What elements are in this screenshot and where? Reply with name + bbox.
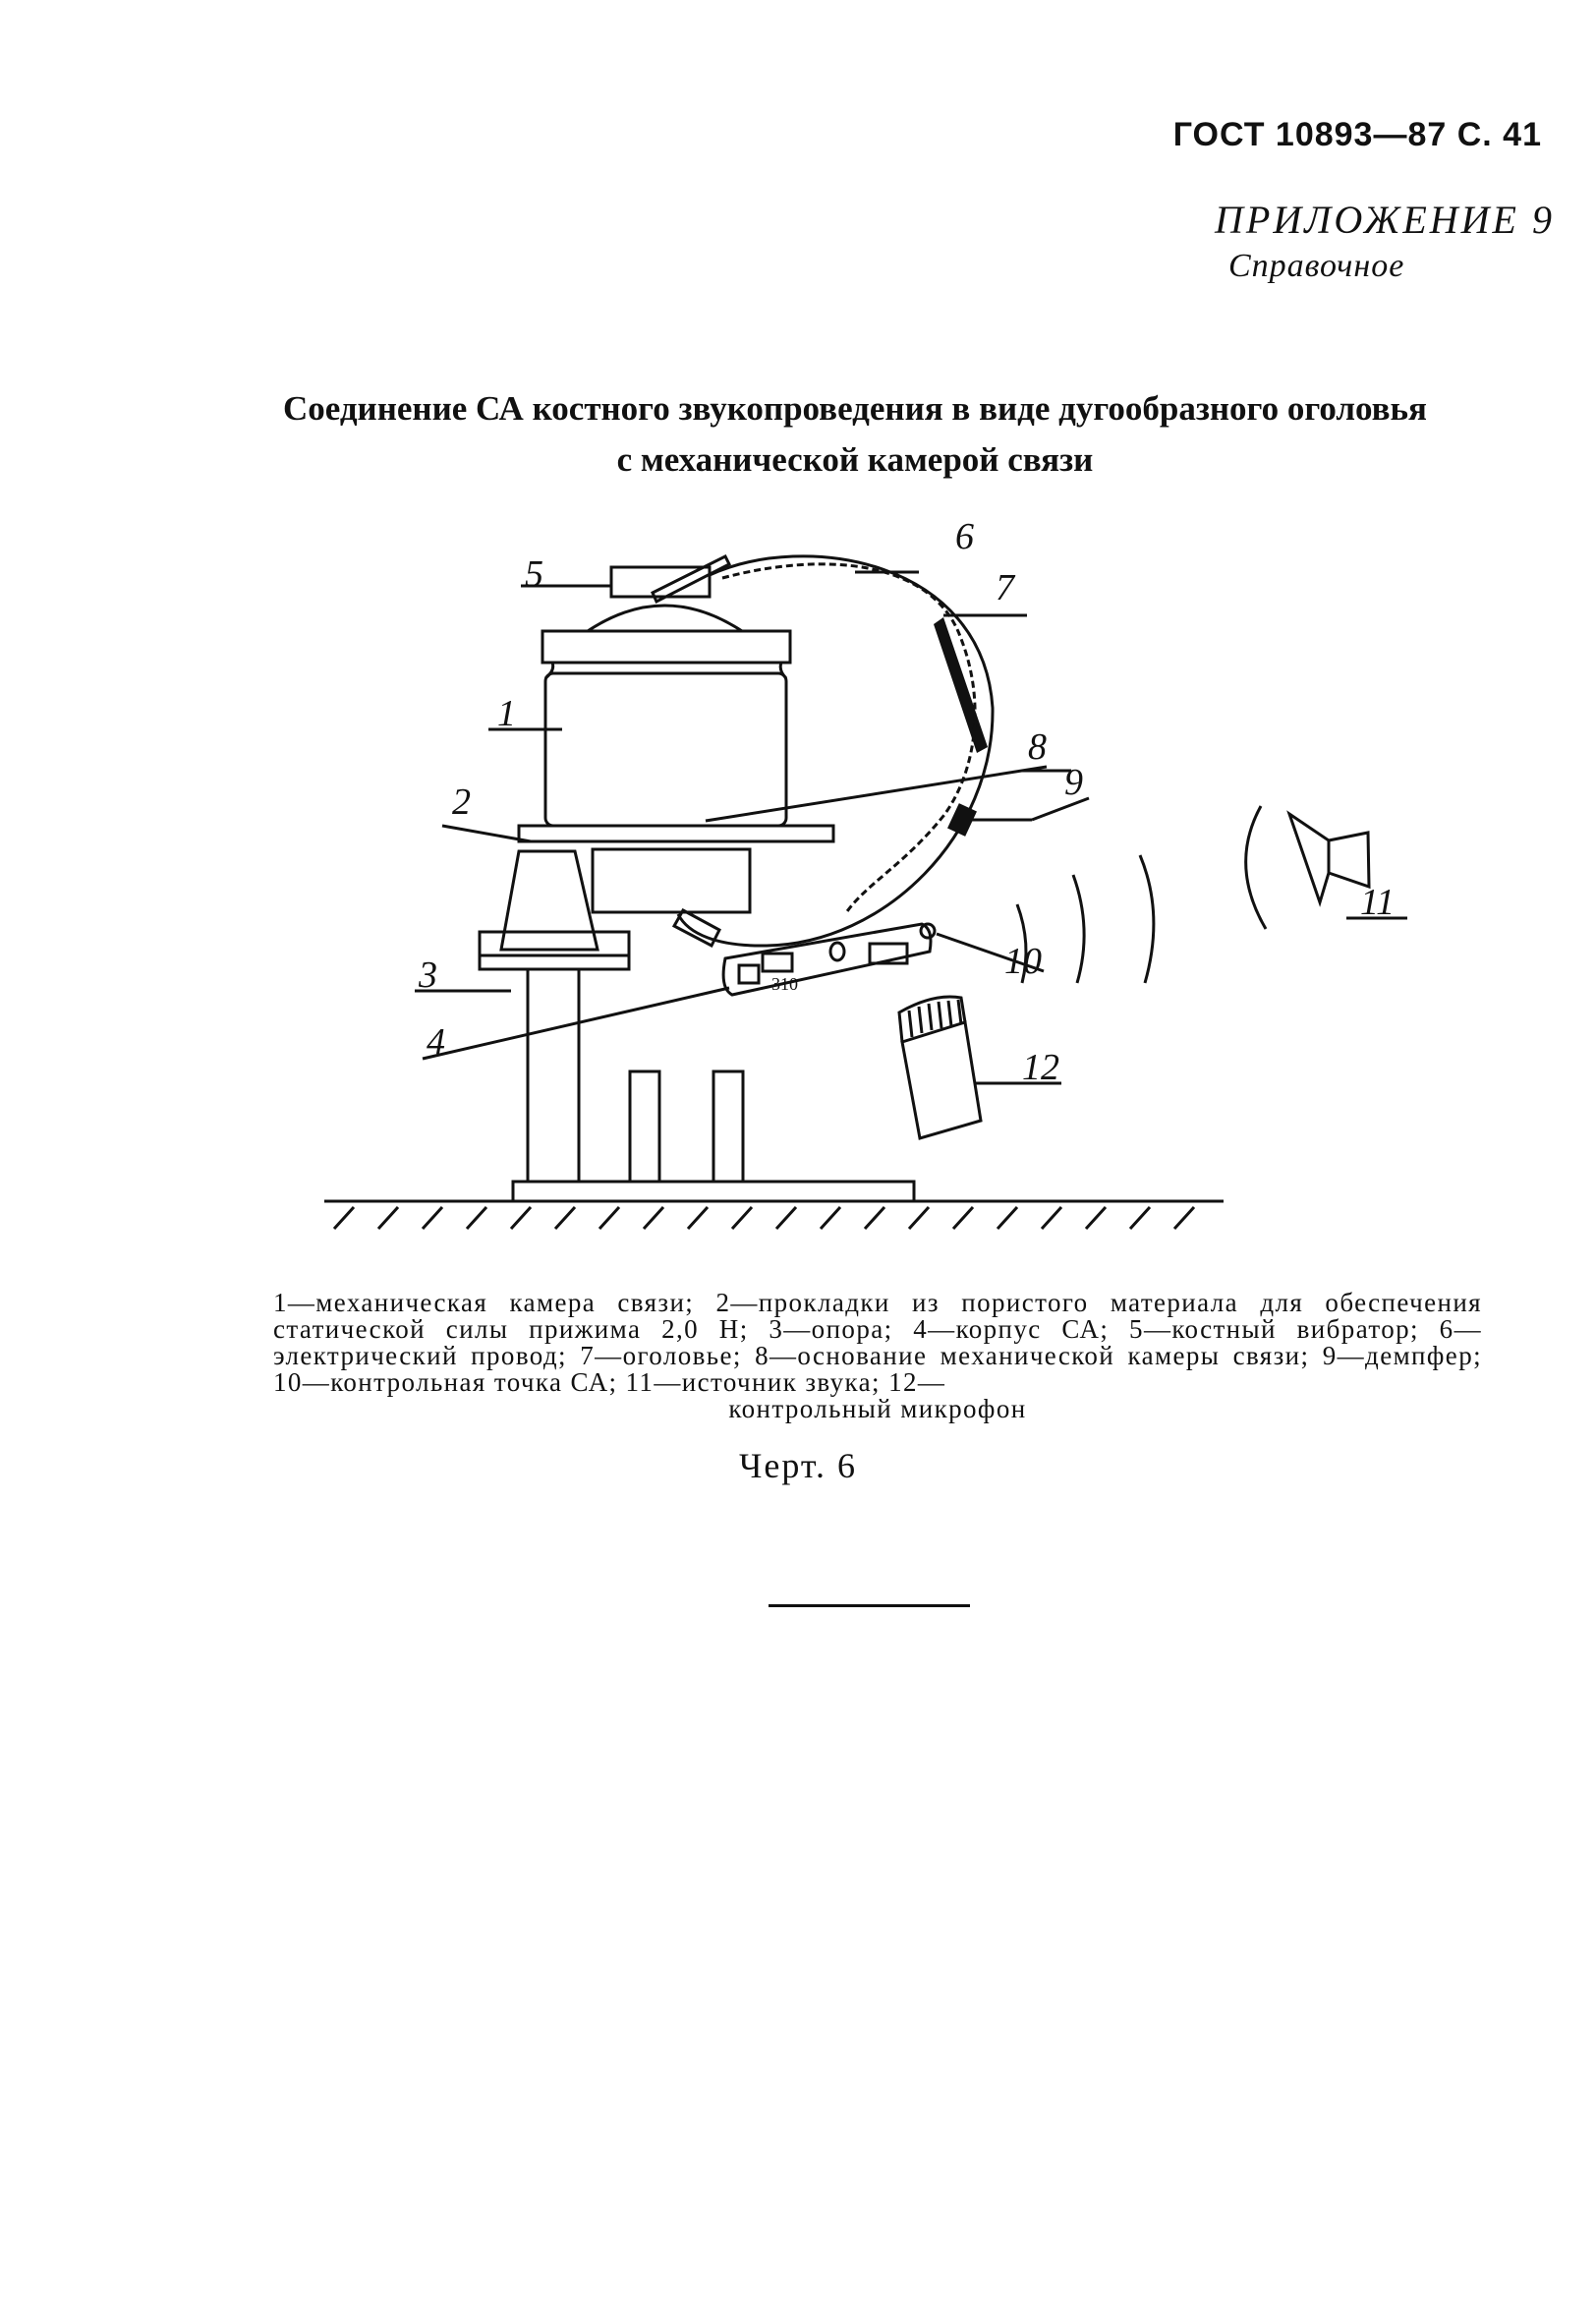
callout-5: 5 (525, 553, 543, 595)
bone-vibrator (611, 556, 729, 602)
chamber-tab (674, 910, 719, 946)
callout-6: 6 (955, 516, 974, 557)
appendix-label: ПРИЛОЖЕНИЕ 9 (1215, 198, 1555, 242)
page-header: ГОСТ 10893—87 С. 41 (1172, 116, 1542, 153)
callout-4: 4 (427, 1021, 445, 1063)
callout-2: 2 (452, 781, 471, 823)
legend-last-line: контрольный микрофон (728, 1394, 1027, 1423)
coupling-chamber (542, 606, 790, 826)
porous-pads (501, 849, 750, 950)
callout-11: 11 (1360, 882, 1396, 923)
title-line-2: с механической камерой связи (616, 440, 1094, 479)
appendix-type: Справочное (1228, 248, 1405, 284)
sound-waves (1017, 806, 1266, 983)
figure-caption: Черт. 6 (739, 1446, 857, 1485)
callout-12: 12 (1022, 1047, 1059, 1088)
speaker-icon (1289, 814, 1369, 902)
support-stand (480, 932, 914, 1201)
callout-8: 8 (1028, 726, 1047, 768)
callout-10: 10 (1004, 941, 1042, 982)
end-rule (769, 1604, 970, 1607)
callout-1: 1 (497, 693, 516, 734)
ground-line (324, 1201, 1224, 1229)
title-line-1: Соединение СА костного звукопроведения в виде дугообразного оголовья (282, 389, 1427, 428)
chamber-base (519, 826, 833, 841)
callout-7: 7 (996, 567, 1014, 608)
device-marking: 310 (771, 974, 798, 994)
callout-9: 9 (1064, 762, 1083, 803)
legend-text: 1—механическая камера связи; 2—прокладки из пористого материала для обеспечения статической силы прижима 2,0 Н; 3—опора; 4—корпус СА; 5—костный вибратор; 6—электрический провод; 7—оголовье; 8—основание механической камеры связи; 9—демпфер; 10—контрольная точка СА; 11—источник звука; 12— (273, 1288, 1482, 1397)
headband-pad (934, 617, 988, 753)
control-microphone (899, 997, 981, 1138)
figure-legend (273, 1290, 1482, 1422)
callout-3: 3 (419, 954, 437, 996)
